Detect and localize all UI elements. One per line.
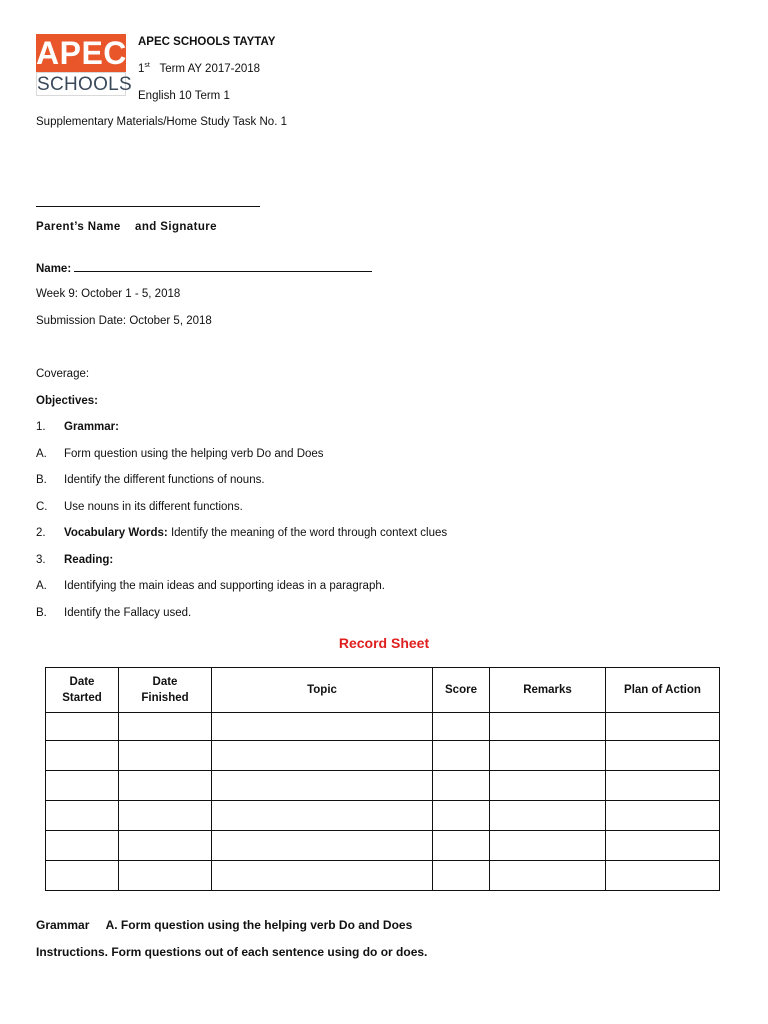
coverage-label: Coverage: xyxy=(36,368,90,380)
cell-score[interactable] xyxy=(433,861,490,891)
objective-3a-marker: A. xyxy=(36,580,47,592)
objective-3a-text: Identifying the main ideas and supporting ideas in a paragraph. xyxy=(64,580,385,592)
header-plan-of-action: Plan of Action xyxy=(606,668,720,713)
cell-score[interactable] xyxy=(433,801,490,831)
header-date-finished-line1: Date xyxy=(152,676,178,688)
objective-1b-marker: B. xyxy=(36,474,47,486)
school-name: APEC SCHOOLS TAYTAY xyxy=(138,36,276,48)
objective-2-number: 2. xyxy=(36,527,46,539)
objective-3b-marker: B. xyxy=(36,607,47,619)
table-row xyxy=(46,861,720,891)
cell-date-finished[interactable] xyxy=(119,713,212,741)
cell-date-started[interactable] xyxy=(46,831,119,861)
name-blank-line[interactable] xyxy=(74,261,372,272)
cell-plan-of-action[interactable] xyxy=(606,741,720,771)
header-date-started-line1: Date xyxy=(69,676,95,688)
cell-score[interactable] xyxy=(433,741,490,771)
table-row xyxy=(46,713,720,741)
cell-score[interactable] xyxy=(433,831,490,861)
instructions-text: Instructions. Form questions out of each sentence using do or does. xyxy=(36,945,428,959)
header-remarks: Remarks xyxy=(490,668,606,713)
task-title: Supplementary Materials/Home Study Task No. 1 xyxy=(36,116,287,128)
cell-plan-of-action[interactable] xyxy=(606,831,720,861)
cell-score[interactable] xyxy=(433,771,490,801)
table-row xyxy=(46,801,720,831)
record-header-row xyxy=(46,668,720,713)
objective-3-number: 3. xyxy=(36,554,46,566)
term-line xyxy=(138,62,260,76)
cell-score[interactable] xyxy=(433,713,490,741)
table-row xyxy=(46,771,720,801)
objective-1-title: Grammar: xyxy=(64,421,119,433)
cell-date-started[interactable] xyxy=(46,713,119,741)
name-row xyxy=(36,261,372,276)
submission-date: Submission Date: October 5, 2018 xyxy=(36,315,212,327)
signature-line xyxy=(36,206,260,207)
cell-date-finished[interactable] xyxy=(119,831,212,861)
objective-1c-text: Use nouns in its different functions. xyxy=(64,501,243,513)
cell-plan-of-action[interactable] xyxy=(606,801,720,831)
objective-1-number: 1. xyxy=(36,421,46,433)
logo-apec-text: APEC xyxy=(36,35,127,71)
cell-remarks[interactable] xyxy=(490,713,606,741)
cell-topic[interactable] xyxy=(212,771,433,801)
table-row xyxy=(46,741,720,771)
name-label: Name: xyxy=(36,263,72,275)
cell-remarks[interactable] xyxy=(490,831,606,861)
objectives-label: Objectives: xyxy=(36,395,98,407)
cell-remarks[interactable] xyxy=(490,771,606,801)
cell-date-finished[interactable] xyxy=(119,741,212,771)
week-text: Week 9: October 1 - 5, 2018 xyxy=(36,288,181,300)
cell-remarks[interactable] xyxy=(490,741,606,771)
cell-remarks[interactable] xyxy=(490,801,606,831)
cell-remarks[interactable] xyxy=(490,861,606,891)
objective-1a-text: Form question using the helping verb Do and Does xyxy=(64,448,324,460)
cell-topic[interactable] xyxy=(212,831,433,861)
cell-date-started[interactable] xyxy=(46,861,119,891)
cell-topic[interactable] xyxy=(212,861,433,891)
header-topic: Topic xyxy=(212,668,433,713)
objective-3-title: Reading: xyxy=(64,554,114,566)
record-sheet-title: Record Sheet xyxy=(338,635,430,651)
cell-date-started[interactable] xyxy=(46,801,119,831)
objective-3b-text: Identify the Fallacy used. xyxy=(64,607,192,619)
parent-signature-label: Parent’s Name and Signature xyxy=(36,221,217,233)
cell-date-started[interactable] xyxy=(46,771,119,801)
cell-date-finished[interactable] xyxy=(119,801,212,831)
objective-1c-marker: C. xyxy=(36,501,48,513)
table-row xyxy=(46,831,720,861)
grammar-section-heading: Grammar A. Form question using the helping verb Do and Does xyxy=(36,918,413,932)
header-date-finished-line2: Finished xyxy=(141,692,189,704)
cell-topic[interactable] xyxy=(212,713,433,741)
apec-schools-logo xyxy=(36,34,133,96)
cell-topic[interactable] xyxy=(212,801,433,831)
cell-date-started[interactable] xyxy=(46,741,119,771)
term-rest: Term AY 2017-2018 xyxy=(159,63,261,75)
logo-schools-text: SCHOOLS xyxy=(37,74,133,95)
objective-2-text: Identify the meaning of the word through context clues xyxy=(167,527,448,539)
term-ordinal: 1 xyxy=(138,63,145,75)
header-score: Score xyxy=(433,668,490,713)
cell-date-finished[interactable] xyxy=(119,861,212,891)
objective-2-line xyxy=(64,526,447,540)
objective-1b-text: Identify the different functions of nouns. xyxy=(64,474,265,486)
cell-plan-of-action[interactable] xyxy=(606,713,720,741)
objective-1a-marker: A. xyxy=(36,448,47,460)
cell-date-finished[interactable] xyxy=(119,771,212,801)
term-suffix: st xyxy=(144,62,150,70)
cell-plan-of-action[interactable] xyxy=(606,771,720,801)
cell-topic[interactable] xyxy=(212,741,433,771)
header-date-started xyxy=(46,668,119,713)
record-sheet-table xyxy=(45,667,720,891)
course-title: English 10 Term 1 xyxy=(138,90,230,102)
cell-plan-of-action[interactable] xyxy=(606,861,720,891)
header-date-started-line2: Started xyxy=(62,692,102,704)
header-date-finished xyxy=(119,668,212,713)
objective-2-title: Vocabulary Words: xyxy=(64,527,168,539)
